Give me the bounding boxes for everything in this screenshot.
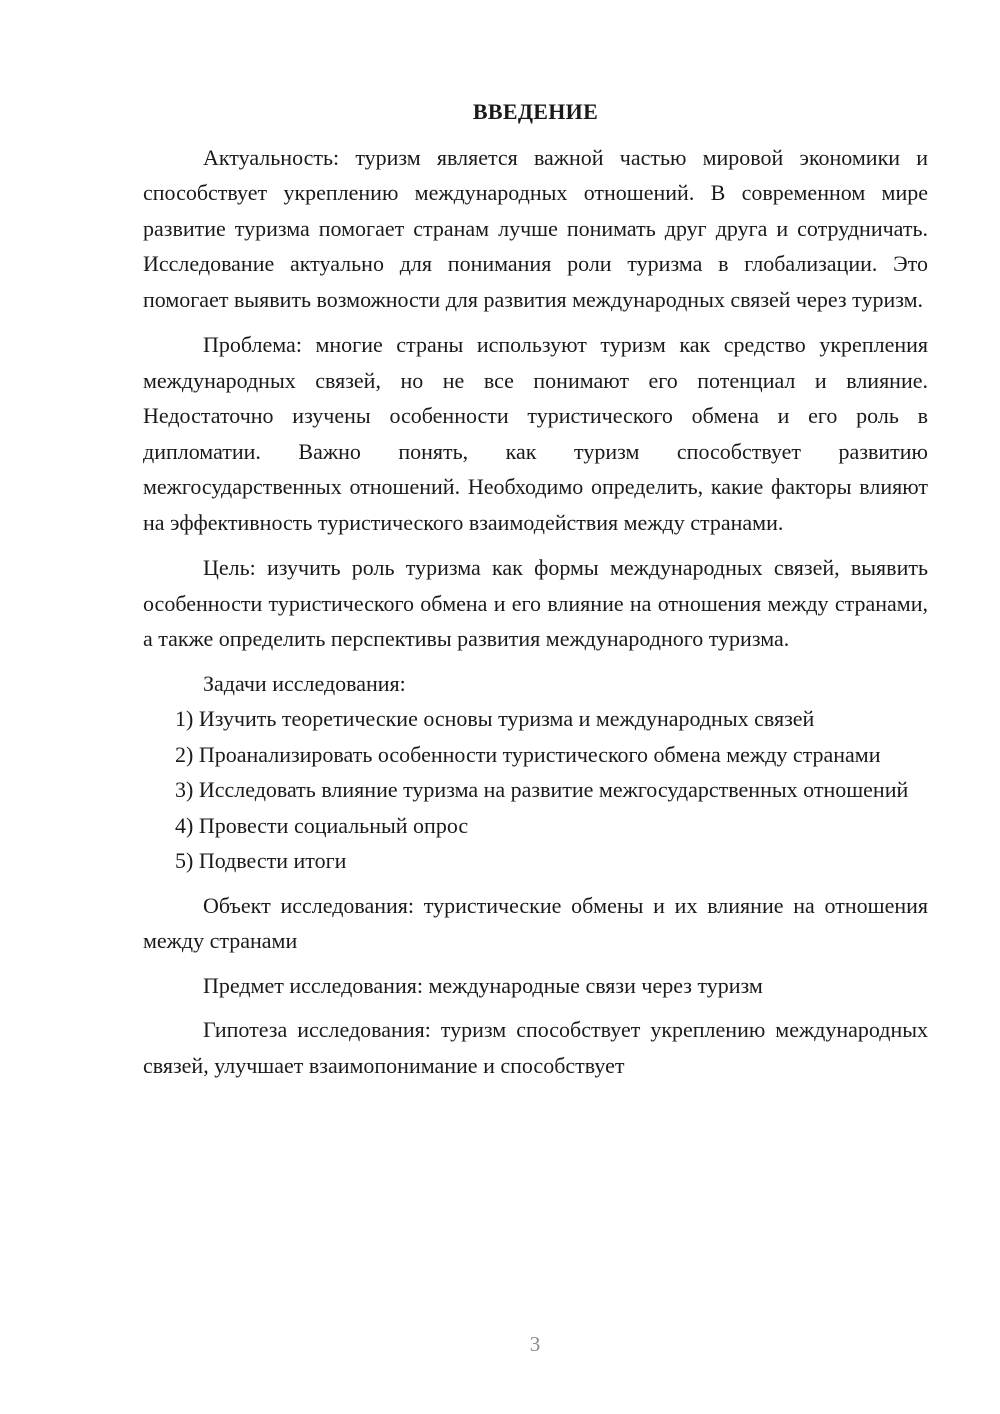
task-item-4: 4) Провести социальный опрос (175, 812, 469, 838)
paragraph-subject: Предмет исследования: международные связи через туризм (203, 972, 763, 998)
task-item-2: 2) Проанализировать особенности туристического обмена между странами (175, 741, 881, 767)
paragraph-hypothesis: Гипотеза исследования: туризм способствует укреплению международных связей, улучшает взаимопонимание и способствует (143, 1017, 928, 1078)
page-number: 3 (529, 1332, 541, 1356)
paragraph-goal: Цель: изучить роль туризма как формы международных связей, выявить особенности туристического обмена и его влияние на отношения между странами, а также определить перспективы развития международного туризма. (143, 555, 928, 651)
task-item-1: 1) Изучить теоретические основы туризма и международных связей (175, 706, 815, 731)
task-item-3: 3) Исследовать влияние туризма на развитие межгосударственных отношений (175, 777, 909, 802)
paragraph-problem: Проблема: многие страны используют туризм как средство укрепления международных связей, но не все понимают его потенциал и влияние. Недостаточно изучены особенности туристического обмена и его роль в дипломатии. Важно понять, как туризм способствует развитию межгосударственных отношений. Необходимо определить, какие факторы влияют на эффективность туристического взаимодействия между странами. (143, 332, 928, 535)
page-content (143, 94, 928, 1083)
page-heading: ВВЕДЕНИЕ (472, 99, 599, 124)
paragraph-object: Объект исследования: туристические обмены и их влияние на отношения между странами (143, 892, 928, 953)
paragraph-relevance: Актуальность: туризм является важной частью мировой экономики и способствует укреплению международных отношений. В современном мире развитие туризма помогает странам лучше понимать друг друга и сотрудничать. Исследование актуально для понимания роли туризма в глобализации. Это помогает выявить возможности для развития международных связей через туризм. (143, 144, 928, 312)
task-item-5: 5) Подвести итоги (175, 848, 347, 873)
tasks-heading: Задачи исследования: (203, 670, 406, 696)
